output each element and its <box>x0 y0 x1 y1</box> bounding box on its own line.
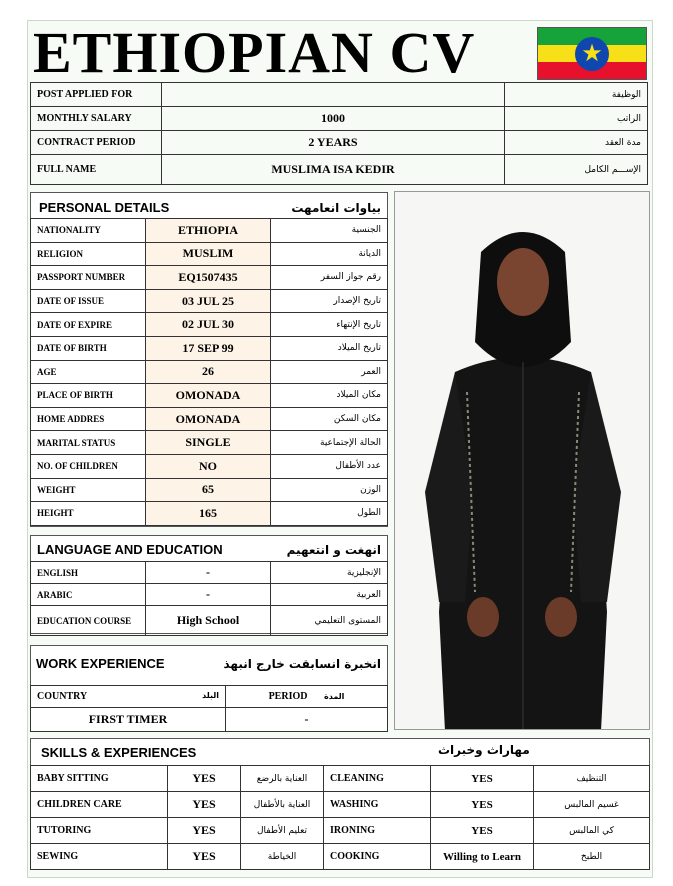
personal-details-table <box>30 218 388 526</box>
personal-heading-ar: بياوات انعامهت <box>291 201 381 215</box>
skill-label: IRONING <box>324 818 431 844</box>
skill-label-ar: التنظيف <box>534 766 650 792</box>
language-row <box>31 562 388 584</box>
personal-row <box>31 336 388 360</box>
job-info-label: MONTHLY SALARY <box>31 107 162 131</box>
skill-value: YES <box>168 844 241 870</box>
language-row <box>31 584 388 606</box>
personal-row <box>31 360 388 384</box>
personal-row <box>31 384 388 408</box>
skill-value: YES <box>431 792 534 818</box>
personal-value: 65 <box>146 478 271 502</box>
personal-heading: PERSONAL DETAILS <box>39 200 170 215</box>
language-row <box>31 606 388 636</box>
skills-row <box>31 844 650 870</box>
skill-value: YES <box>168 766 241 792</box>
language-heading-ar: انهغت و انتعهيم <box>286 543 381 557</box>
personal-value: EQ1507435 <box>146 266 271 290</box>
personal-row <box>31 407 388 431</box>
skills-table <box>30 765 650 870</box>
skill-value: YES <box>168 792 241 818</box>
personal-value: 03 JUL 25 <box>146 289 271 313</box>
ethiopia-flag-icon <box>537 27 647 80</box>
skills-row <box>31 818 650 844</box>
language-heading: LANGUAGE AND EDUCATION <box>37 542 223 557</box>
personal-label-ar: تاريخ الإصدار <box>271 289 388 313</box>
language-value: - <box>146 584 271 606</box>
page-title: ETHIOPIAN CV <box>33 20 476 85</box>
skill-value: YES <box>431 818 534 844</box>
skills-row <box>31 792 650 818</box>
personal-row <box>31 242 388 266</box>
job-info-row <box>31 155 648 185</box>
skill-label: CLEANING <box>324 766 431 792</box>
skills-heading-ar: مهاراث وخبراث <box>438 743 530 757</box>
skill-label: CHILDREN CARE <box>31 792 168 818</box>
job-info-label-ar: الوظيفة <box>505 83 648 107</box>
personal-label-ar: مكان السكن <box>271 407 388 431</box>
personal-label: HOME ADDRES <box>31 407 146 431</box>
skill-label-ar: الطبخ <box>534 844 650 870</box>
personal-row <box>31 313 388 337</box>
personal-value: ETHIOPIA <box>146 219 271 243</box>
personal-row <box>31 502 388 526</box>
job-info-row <box>31 83 648 107</box>
skill-label: BABY SITTING <box>31 766 168 792</box>
job-info-value: MUSLIMA ISA KEDIR <box>162 155 505 185</box>
skill-value: YES <box>168 818 241 844</box>
language-label: ARABIC <box>31 584 146 606</box>
skill-value: Willing to Learn <box>431 844 534 870</box>
personal-label: PASSPORT NUMBER <box>31 266 146 290</box>
personal-value: 26 <box>146 360 271 384</box>
personal-label: MARITAL STATUS <box>31 431 146 455</box>
job-info-row <box>31 131 648 155</box>
language-label-ar: المستوى التعليمي <box>271 606 388 636</box>
job-info-value: 2 YEARS <box>162 131 505 155</box>
personal-label-ar: الحالة الإجتماعية <box>271 431 388 455</box>
personal-label: RELIGION <box>31 242 146 266</box>
job-info-label: POST APPLIED FOR <box>31 83 162 107</box>
language-value: High School <box>146 606 271 636</box>
personal-value: 165 <box>146 502 271 526</box>
job-info-label-ar: الراتب <box>505 107 648 131</box>
language-label-ar: الإنجليزية <box>271 562 388 584</box>
skill-label-ar: كي المالبس <box>534 818 650 844</box>
personal-label: HEIGHT <box>31 502 146 526</box>
language-label-ar: العربية <box>271 584 388 606</box>
personal-value: SINGLE <box>146 431 271 455</box>
personal-row <box>31 289 388 313</box>
work-period-header: PERIOD المدة <box>226 686 388 708</box>
personal-row <box>31 454 388 478</box>
job-info-value: 1000 <box>162 107 505 131</box>
personal-row <box>31 266 388 290</box>
personal-label: NATIONALITY <box>31 219 146 243</box>
job-info-label: CONTRACT PERIOD <box>31 131 162 155</box>
personal-label-ar: الطول <box>271 502 388 526</box>
work-country-value: FIRST TIMER <box>31 708 226 732</box>
skill-value: YES <box>431 766 534 792</box>
personal-value: OMONADA <box>146 407 271 431</box>
personal-label: NO. OF CHILDREN <box>31 454 146 478</box>
personal-label: PLACE OF BIRTH <box>31 384 146 408</box>
personal-label-ar: تاريخ الميلاد <box>271 336 388 360</box>
language-label: ENGLISH <box>31 562 146 584</box>
job-info-value <box>162 83 505 107</box>
personal-row <box>31 478 388 502</box>
language-label: EDUCATION COURSE <box>31 606 146 636</box>
personal-value: OMONADA <box>146 384 271 408</box>
work-country-header: COUNTRY البلد <box>31 686 226 708</box>
job-info-label-ar: الإســـم الكامل <box>505 155 648 185</box>
skill-label: WASHING <box>324 792 431 818</box>
flag-star-seal-icon: ★ <box>575 37 609 71</box>
work-table <box>30 685 388 732</box>
personal-label-ar: عدد الأطفال <box>271 454 388 478</box>
personal-row <box>31 431 388 455</box>
candidate-figure-icon <box>395 192 650 730</box>
personal-label: DATE OF EXPIRE <box>31 313 146 337</box>
personal-label-ar: رقم جواز السفر <box>271 266 388 290</box>
personal-value: NO <box>146 454 271 478</box>
skill-label: SEWING <box>31 844 168 870</box>
personal-value: 02 JUL 30 <box>146 313 271 337</box>
personal-label: DATE OF ISSUE <box>31 289 146 313</box>
job-info-row <box>31 107 648 131</box>
personal-label: AGE <box>31 360 146 384</box>
personal-label-ar: الوزن <box>271 478 388 502</box>
personal-label: DATE OF BIRTH <box>31 336 146 360</box>
personal-row <box>31 219 388 243</box>
work-heading-ar: انخبرة انسابقت خارج انبهذ <box>223 657 381 671</box>
personal-label: WEIGHT <box>31 478 146 502</box>
skill-label: TUTORING <box>31 818 168 844</box>
personal-value: 17 SEP 99 <box>146 336 271 360</box>
job-info-label-ar: مدة العقد <box>505 131 648 155</box>
work-period-value: - <box>226 708 388 732</box>
skill-label-ar: غسيم المالبس <box>534 792 650 818</box>
personal-label-ar: الديانة <box>271 242 388 266</box>
personal-label-ar: مكان الميلاد <box>271 384 388 408</box>
skill-label-ar: تعليم الأطفال <box>241 818 324 844</box>
skill-label-ar: الخياطة <box>241 844 324 870</box>
job-info-table <box>30 82 648 185</box>
personal-label-ar: الجنسية <box>271 219 388 243</box>
personal-label-ar: العمر <box>271 360 388 384</box>
language-value: - <box>146 562 271 584</box>
skills-row <box>31 766 650 792</box>
skill-label-ar: العناية بالأطفال <box>241 792 324 818</box>
job-info-label: FULL NAME <box>31 155 162 185</box>
personal-label-ar: تاريخ الإنتهاء <box>271 313 388 337</box>
personal-value: MUSLIM <box>146 242 271 266</box>
skill-label-ar: العناية بالرضع <box>241 766 324 792</box>
candidate-photo <box>394 191 650 730</box>
skills-heading: SKILLS & EXPERIENCES <box>41 745 197 760</box>
work-heading: WORK EXPERIENCE <box>36 656 165 671</box>
language-table <box>30 561 388 636</box>
skill-label: COOKING <box>324 844 431 870</box>
